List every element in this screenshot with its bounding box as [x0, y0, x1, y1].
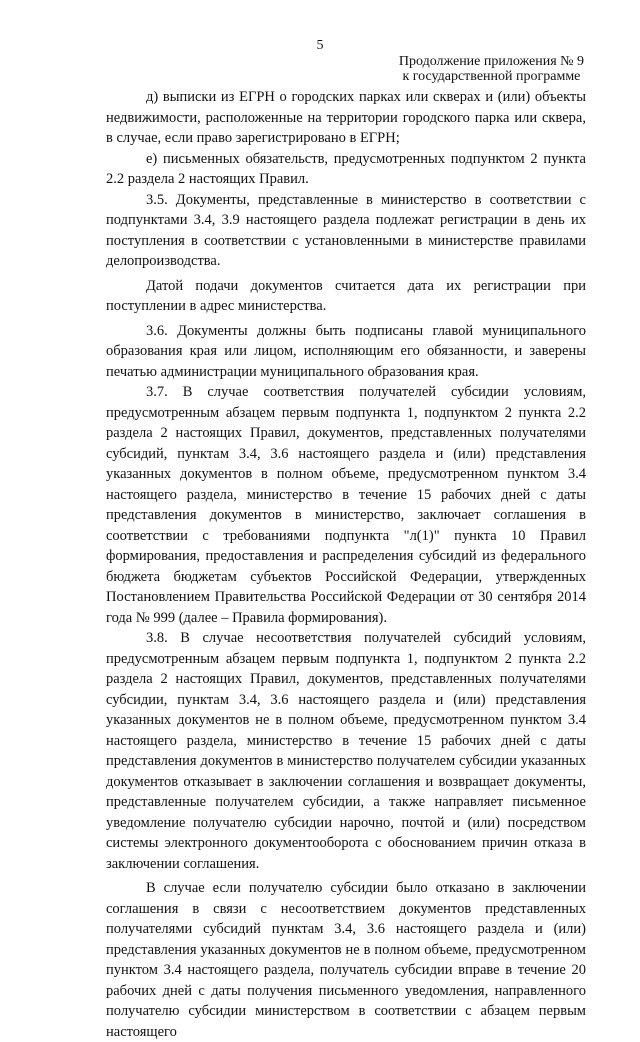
paragraph-3-6: 3.6. Документы должны быть подписаны главой муниципального образования края или лицом, исполняющим его обязанности, и заверены печатью администрации муниципального образования края.: [106, 322, 586, 380]
appendix-header-line-2: к государственной программе: [402, 69, 581, 84]
document-body: [106, 87, 586, 1042]
paragraph-3-5: 3.5. Документы, представленные в министерство в соответствии с подпунктами 3.4, 3.9 настоящего раздела подлежат регистрации в день их поступления в соответствии с установленными в министерстве правилами делопроизводства.: [106, 191, 586, 269]
paragraph-3-8: 3.8. В случае несоответствия получателей субсидий условиям, предусмотренным абзацем первым подпункта 1, подпунктом 2 пункта 2.2 раздела 2 настоящих Правил, документов, представленных получателями субсидии, пунктам 3.4, 3.6 настоящего раздела и (или) представления указанных документов не в полном объеме, предусмотренном пунктом 3.4 настоящего раздела, министерство в течение 15 рабочих дней с даты представления документов в министерство получателем субсидии указанных документов отказывает в заключении соглашения и возвращает документы, представленные получателем субсидии, а также направляет письменное уведомление получателю субсидии нарочно, почтой и (или) посредством системы электронного документооборота с обоснованием причин отказа в заключении соглашения.: [106, 630, 586, 872]
page-number: 5: [316, 38, 324, 53]
appendix-header: [399, 54, 584, 84]
paragraph-submission-date: Датой подачи документов считается дата их регистрации при поступлении в адрес министерства.: [106, 277, 586, 314]
paragraph-3-7: 3.7. В случае соответствия получателей субсидии условиям, предусмотренным абзацем первым подпункта 1, подпунктом 2 пункта 2.2 раздела 2 настоящих Правил, документов, представленных получателями субсидий, пунктам 3.4, 3.6 настоящего раздела и (или) представления указанных документов в полном объеме, предусмотренном пунктом 3.4 настоящего раздела, министерство в течение 15 рабочих дней с даты представления документов в министерство, заключает соглашения в соответствии с требованиями подпункта "л(1)" пункта 10 Правил формирования, предоставления и распределения субсидий из федерального бюджета бюджетам субъектов Российской Федерации, утвержденных Постановлением Правительства Российской Федерации от 30 сентября 2014 года № 999 (далее – Правила формирования).: [106, 384, 586, 626]
paragraph-refusal: В случае если получателю субсидии было отказано в заключении соглашения в связи с несоответствием документов представленных получателями субсидий пунктам 3.4, 3.6 настоящего раздела и (или) представления указанных документов не в полном объеме, предусмотренном пунктом 3.4 настоящего раздела, получатель субсидии вправе в течение 20 рабочих дней с даты получения письменного уведомления, направленного получателю субсидии министерством в соответствии с абзацем первым настоящего: [106, 880, 586, 1040]
appendix-header-line-1: Продолжение приложения № 9: [398, 54, 584, 69]
paragraph-d: д) выписки из ЕГРН о городских парках или скверах и (или) объекты недвижимости, расположенные на территории городского парка или сквера, в случае, если право зарегистрировано в ЕГРН;: [106, 89, 586, 146]
paragraph-e: е) письменных обязательств, предусмотренных подпунктом 2 пункта 2.2 раздела 2 настоящих Правил.: [106, 150, 586, 187]
